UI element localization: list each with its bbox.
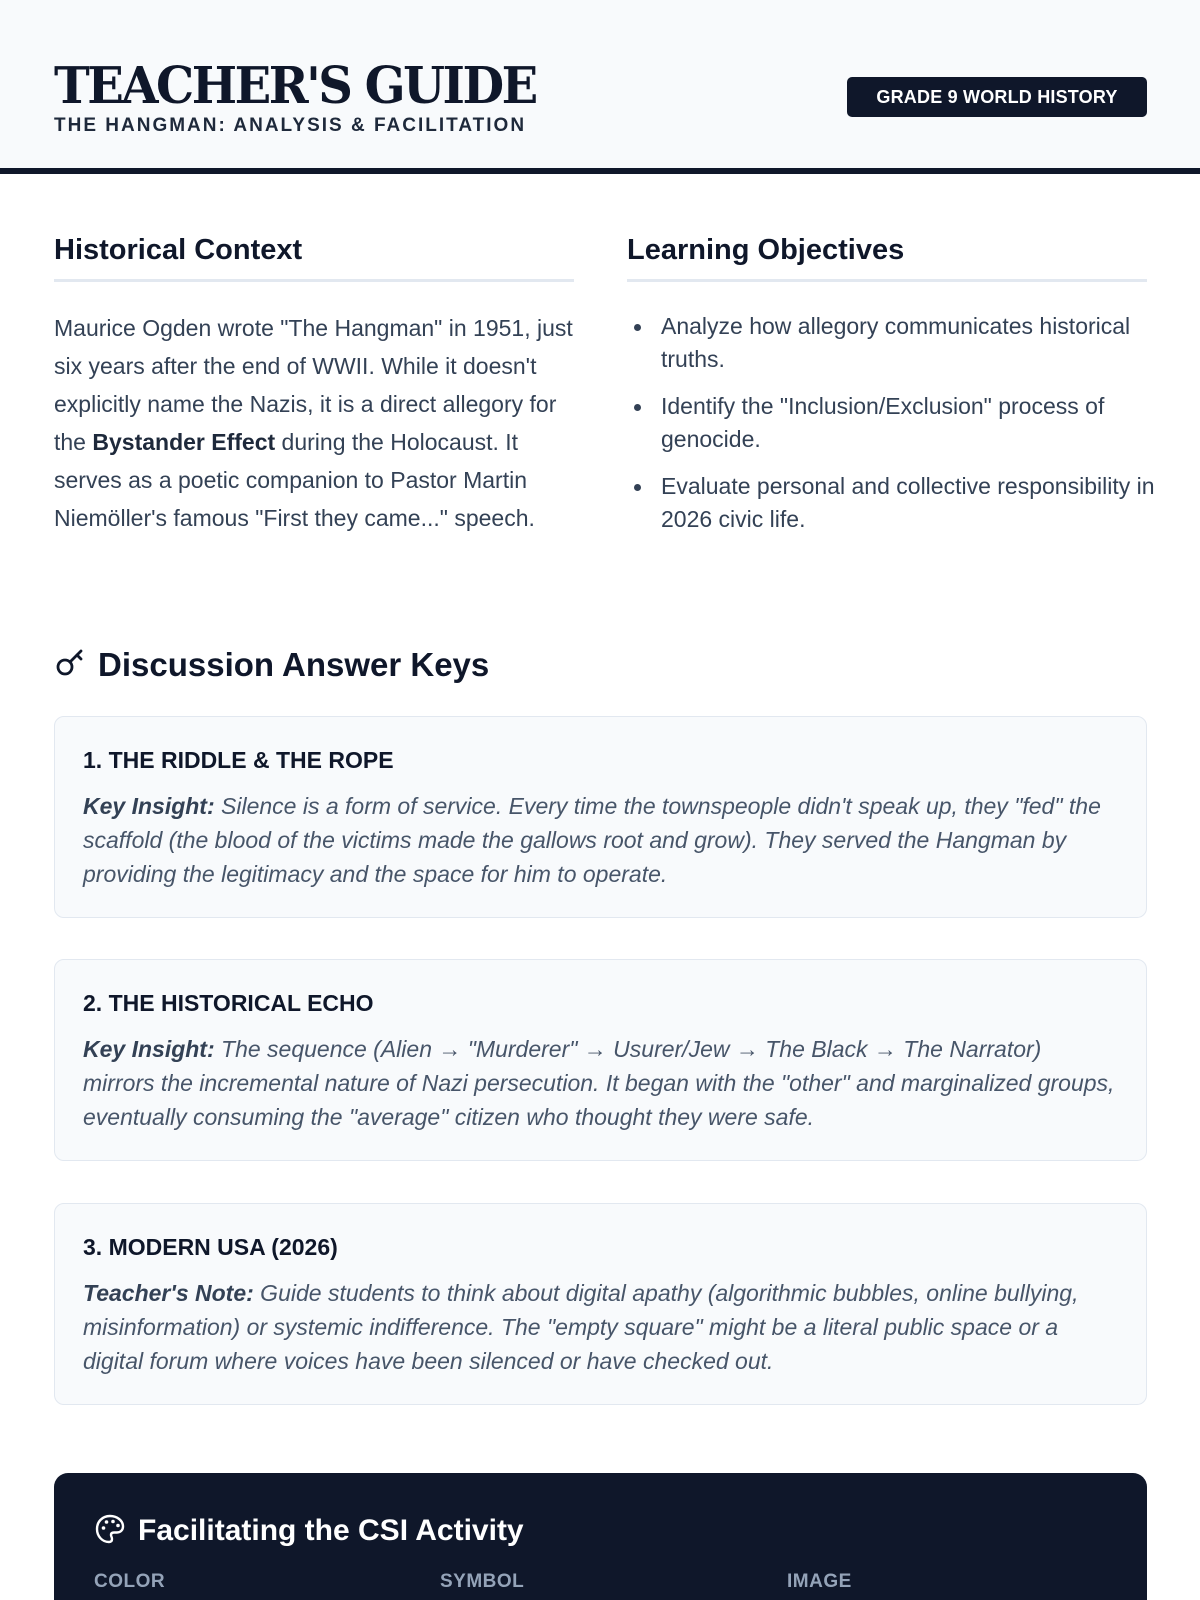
key-icon — [54, 647, 86, 684]
context-emphasis: Bystander Effect — [92, 429, 276, 455]
insight-text: The sequence (Alien → "Murderer" → Usurer/Jew → The Black → The Narrator) mirrors the incremental nature of Nazi persecution. It began with the "other" and marginalized groups, eventually consuming the "average" citizen who thought they were safe. — [83, 1036, 1115, 1130]
context-text-part: Maurice Ogden wrote "The Hangman" in 1951, just six years after the end of WWII. While it doesn't explicitly name the Nazis, it is a direct allegory for the — [54, 315, 573, 455]
insight-label: Key Insight: — [83, 1036, 215, 1062]
insight-label: Key Insight: — [83, 793, 215, 819]
objective-item: Identify the "Inclusion/Exclusion" process of genocide. — [627, 390, 1167, 456]
learning-objectives-list — [627, 310, 1167, 550]
answer-card-body — [83, 1276, 1118, 1378]
answer-card-heading: 2. THE HISTORICAL ECHO — [83, 990, 374, 1016]
answer-card — [54, 959, 1147, 1161]
activity-title — [94, 1509, 524, 1553]
historical-context-heading: Historical Context — [54, 230, 574, 282]
learning-objectives-heading: Learning Objectives — [627, 230, 1147, 282]
answer-card — [54, 716, 1147, 918]
page-header — [0, 0, 1200, 174]
answer-card-body — [83, 1032, 1118, 1134]
answer-card-body — [83, 789, 1118, 891]
historical-context-text — [54, 309, 584, 537]
activity-title-text: Facilitating the CSI Activity — [138, 1514, 524, 1547]
grade-badge: GRADE 9 WORLD HISTORY — [847, 77, 1147, 117]
activity-column-image: IMAGE — [787, 1571, 852, 1592]
teacher-note-text: Guide students to think about digital apathy (algorithmic bubbles, online bullying, misinformation) or systemic indifference. The "empty square" might be a literal public space or a digital forum where voices have been silenced or have checked out. — [83, 1280, 1079, 1374]
palette-icon — [94, 1513, 126, 1550]
answer-card-heading: 3. MODERN USA (2026) — [83, 1234, 338, 1260]
csi-activity-panel — [54, 1473, 1147, 1600]
page-title: TEACHER'S GUIDE — [54, 56, 536, 116]
objective-item: Evaluate personal and collective responsibility in 2026 civic life. — [627, 470, 1167, 536]
teacher-note-label: Teacher's Note: — [83, 1280, 254, 1306]
activity-column-color: COLOR — [94, 1571, 166, 1592]
answer-card-heading: 1. THE RIDDLE & THE ROPE — [83, 747, 394, 773]
activity-column-symbol: SYMBOL — [440, 1571, 525, 1592]
page-subtitle: THE HANGMAN: ANALYSIS & FACILITATION — [54, 115, 527, 136]
objective-item: Analyze how allegory communicates historical truths. — [627, 310, 1167, 376]
answer-card — [54, 1203, 1147, 1405]
discussion-section-title — [54, 642, 489, 688]
insight-text: Silence is a form of service. Every time the townspeople didn't speak up, they "fed" the scaffold (the blood of the victims made the gallows root and grow). They served the Hangman by providing the legitimacy and the space for him to operate. — [83, 793, 1101, 887]
context-text-part: during the Holocaust. It serves as a poetic companion to Pastor Martin Niemöller's famous "First they came..." speech. — [54, 429, 535, 531]
discussion-title-text: Discussion Answer Keys — [98, 646, 490, 683]
